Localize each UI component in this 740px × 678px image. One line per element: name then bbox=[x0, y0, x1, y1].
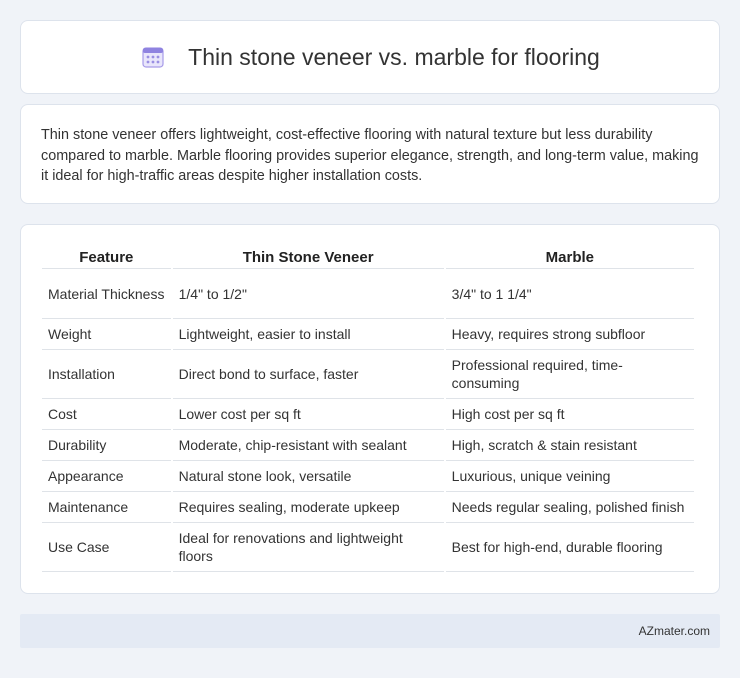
marble-cell: 3/4" to 1 1/4" bbox=[446, 269, 694, 319]
marble-cell: Needs regular sealing, polished finish bbox=[446, 492, 694, 523]
title-card bbox=[20, 20, 720, 94]
feature-cell: Appearance bbox=[42, 461, 171, 492]
marble-cell: Luxurious, unique veining bbox=[446, 461, 694, 492]
summary-text: Thin stone veneer offers lightweight, cost-effective flooring with natural texture but less durability compared to marble. Marble flooring provides superior elegance, strength, and long-term value, making it ideal for high-traffic areas despite higher installation costs. bbox=[41, 127, 699, 184]
feature-cell: Material Thickness bbox=[42, 269, 171, 319]
page-title: Thin stone veneer vs. marble for flooring bbox=[188, 43, 600, 70]
veneer-cell: Direct bond to surface, faster bbox=[173, 350, 444, 399]
table-row bbox=[42, 319, 694, 350]
table-row bbox=[42, 430, 694, 461]
feature-cell: Durability bbox=[42, 430, 171, 461]
table-row bbox=[42, 492, 694, 523]
column-header-thin-stone-veneer: Thin Stone Veneer bbox=[173, 241, 444, 269]
feature-cell: Weight bbox=[42, 319, 171, 350]
marble-cell: High cost per sq ft bbox=[446, 399, 694, 430]
table-row bbox=[42, 269, 694, 319]
marble-cell: Best for high-end, durable flooring bbox=[446, 523, 694, 572]
veneer-cell: Ideal for renovations and lightweight floors bbox=[173, 523, 444, 572]
comparison-table-card bbox=[20, 224, 720, 594]
table-header-row bbox=[42, 241, 694, 269]
veneer-cell: Lightweight, easier to install bbox=[173, 319, 444, 350]
column-header-feature: Feature bbox=[42, 241, 171, 269]
footer-brand: AZmater.com bbox=[638, 624, 710, 638]
veneer-cell: Moderate, chip-resistant with sealant bbox=[173, 430, 444, 461]
veneer-cell: Natural stone look, versatile bbox=[173, 461, 444, 492]
marble-cell: High, scratch & stain resistant bbox=[446, 430, 694, 461]
footer bbox=[20, 614, 720, 648]
table-row bbox=[42, 523, 694, 572]
table-row bbox=[42, 461, 694, 492]
column-header-marble: Marble bbox=[446, 241, 694, 269]
comparison-table bbox=[40, 241, 696, 572]
marble-cell: Professional required, time-consuming bbox=[446, 350, 694, 399]
feature-cell: Maintenance bbox=[42, 492, 171, 523]
veneer-cell: 1/4" to 1/2" bbox=[173, 269, 444, 319]
veneer-cell: Lower cost per sq ft bbox=[173, 399, 444, 430]
veneer-cell: Requires sealing, moderate upkeep bbox=[173, 492, 444, 523]
feature-cell: Use Case bbox=[42, 523, 171, 572]
feature-cell: Installation bbox=[42, 350, 171, 399]
marble-cell: Heavy, requires strong subfloor bbox=[446, 319, 694, 350]
summary-card bbox=[20, 104, 720, 204]
table-row bbox=[42, 399, 694, 430]
table-row bbox=[42, 350, 694, 399]
calendar-icon bbox=[140, 44, 166, 70]
feature-cell: Cost bbox=[42, 399, 171, 430]
